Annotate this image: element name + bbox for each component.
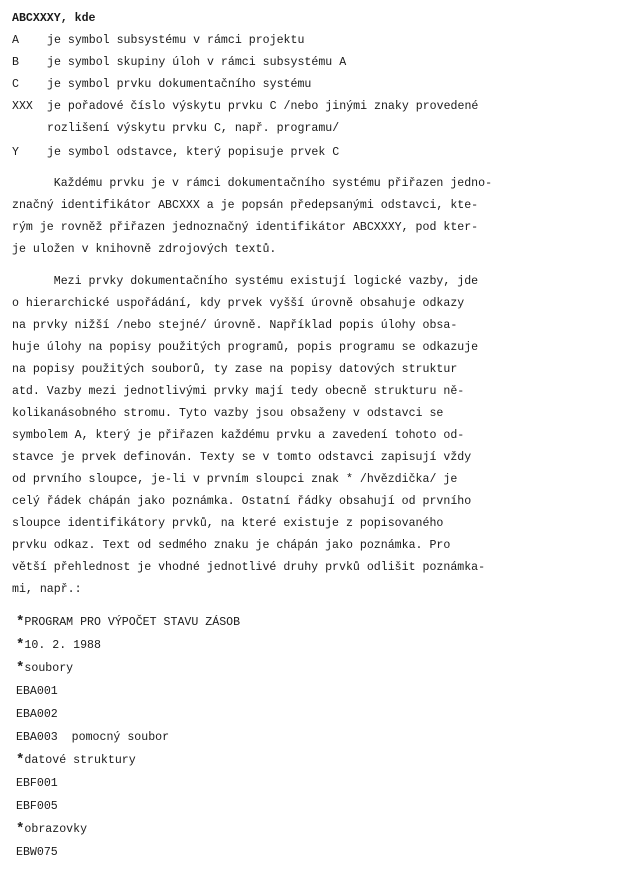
example-line (16, 753, 136, 768)
paragraph-line: celý řádek chápán jako poznámka. Ostatní řádky obsahují od prvního (12, 495, 472, 508)
definition-term: XXX (12, 100, 33, 113)
paragraph-line: je uložen v knihovně zdrojových textů. (12, 243, 277, 256)
example-text: EBW075 (16, 846, 58, 859)
paragraph-line: rým je rovněž přiřazen jednoznačný identifikátor ABCXXXY, pod kter- (12, 221, 479, 234)
asterisk-marker: * (16, 660, 25, 676)
paragraph-line: značný identifikátor ABCXXX a je popsán předepsanými odstavci, kte- (12, 199, 479, 212)
example-text: PROGRAM PRO VÝPOČET STAVU ZÁSOB (24, 616, 241, 629)
paragraph-line: prvku odkaz. Text od sedmého znaku je chápán jako poznámka. Pro (12, 539, 451, 552)
example-line (16, 707, 58, 722)
example-text: EBA002 (16, 708, 58, 721)
example-line (16, 799, 58, 814)
example-text: EBA001 (16, 685, 58, 698)
example-text: EBA003 pomocný soubor (16, 731, 170, 744)
example-line (16, 638, 101, 653)
paragraph-line: Každému prvku je v rámci dokumentačního systému přiřazen jedno- (12, 177, 493, 190)
definition-term: A (12, 34, 19, 47)
example-line (16, 776, 58, 791)
definition-text: je pořadové číslo výskytu prvku C /nebo jinými znaky provedené (47, 100, 479, 113)
definition-text: je symbol prvku dokumentačního systému (47, 78, 312, 91)
definition-text: je symbol subsystému v rámci projektu (47, 34, 305, 47)
definition-term: B (12, 56, 19, 69)
paragraph-line: mi, např.: (12, 583, 82, 596)
paragraph-line: kolikanásobného stromu. Tyto vazby jsou obsaženy v odstavci se (12, 407, 444, 420)
definition-term: C (12, 78, 19, 91)
paragraph-line: Mezi prvky dokumentačního systému existují logické vazby, jde (12, 275, 479, 288)
example-text: soubory (24, 662, 74, 675)
paragraph-line: na prvky nižší /nebo stejné/ úrovně. Například popis úlohy obsa- (12, 319, 458, 332)
example-text: obrazovky (24, 823, 88, 836)
paragraph-line: atd. Vazby mezi jednotlivými prvky mají tedy obecně strukturu ně- (12, 385, 465, 398)
example-text: 10. 2. 1988 (24, 639, 101, 652)
asterisk-marker: * (16, 637, 25, 653)
definition-term: Y (12, 146, 19, 159)
example-text: datové struktury (24, 754, 136, 767)
example-line (16, 822, 87, 837)
example-line (16, 684, 58, 699)
paragraph-line: huje úlohy na popisy použitých programů, popis programu se odkazuje (12, 341, 479, 354)
paragraph-line: na popisy použitých souborů, ty zase na popisy datových struktur (12, 363, 458, 376)
paragraph-line: od prvního sloupce, je-li v prvním sloupci znak * /hvězdička/ je (12, 473, 458, 486)
example-line (16, 845, 58, 860)
definition-text: rozlišení výskytu prvku C, např. programu/ (47, 122, 340, 135)
example-text: EBF001 (16, 777, 58, 790)
paragraph-line: symbolem A, který je přiřazen každému prvku a zavedení tohoto od- (12, 429, 465, 442)
definition-text: je symbol odstavce, který popisuje prvek C (47, 146, 340, 159)
example-line (16, 661, 73, 676)
definition-heading: ABCXXXY, kde (12, 12, 96, 25)
example-line (16, 730, 169, 745)
example-line (16, 615, 240, 630)
paragraph-line: o hierarchické uspořádání, kdy prvek vyšší úrovně obsahuje odkazy (12, 297, 465, 310)
paragraph-line: stavce je prvek definován. Texty se v tomto odstavci zapisují vždy (12, 451, 472, 464)
paragraph-line: sloupce identifikátory prvků, na které existuje z popisovaného (12, 517, 444, 530)
asterisk-marker: * (16, 752, 25, 768)
paragraph-line: větší přehlednost je vhodné jednotlivé druhy prvků odlišit poznámka- (12, 561, 486, 574)
asterisk-marker: * (16, 821, 25, 837)
asterisk-marker: * (16, 614, 25, 630)
example-text: EBF005 (16, 800, 58, 813)
definition-text: je symbol skupiny úloh v rámci subsystému A (47, 56, 347, 69)
